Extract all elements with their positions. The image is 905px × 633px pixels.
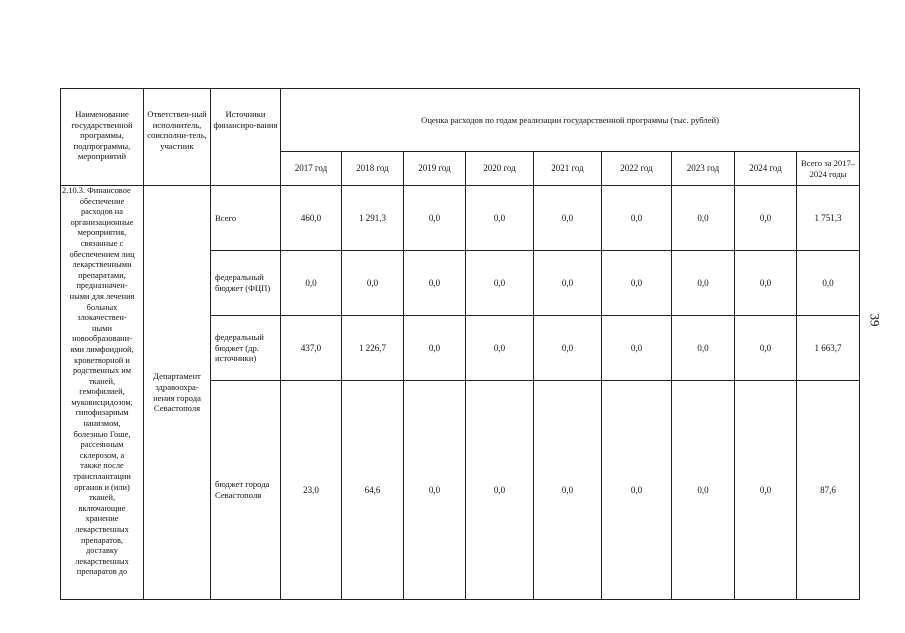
activity-name-line: лекарственных: [75, 525, 129, 534]
activity-name-line: новообразовани-: [72, 334, 132, 344]
activity-name-line: больных: [86, 302, 118, 312]
value-cell: 0,0: [534, 316, 602, 381]
activity-name-line: кроветворной и: [74, 355, 130, 365]
source-cell: федеральный бюджет (др. источники): [211, 316, 281, 381]
activity-name-line: доставку: [86, 546, 118, 556]
year-header: 2018 год: [342, 152, 404, 186]
value-cell: 0,0: [534, 381, 602, 600]
value-cell: 64,6: [342, 381, 404, 600]
activity-name-line: злокачествен-: [77, 313, 127, 323]
activity-name-line: организационные: [70, 217, 134, 227]
value-cell: 0,0: [404, 186, 466, 251]
activity-name-line: 2.10.3. Финансовое: [62, 186, 131, 195]
value-cell: 1 226,7: [342, 316, 404, 381]
activity-name-line: родственных им: [72, 366, 132, 376]
value-cell: 0,0: [404, 251, 466, 316]
source-cell: федеральный бюджет (ФЦП): [211, 251, 281, 316]
activity-name-line: ными для лечения: [69, 291, 135, 301]
activity-name-line: препаратов до: [76, 567, 128, 577]
activity-name-line: препаратов,: [80, 535, 124, 545]
value-cell: 0,0: [672, 381, 735, 600]
activity-name-line: нанизмом,: [83, 419, 121, 429]
value-cell: 0,0: [602, 381, 672, 600]
activity-name-line: предназначен-: [76, 281, 128, 291]
value-cell: 0,0: [281, 251, 342, 316]
activity-name-line: трансплантации: [73, 472, 131, 482]
value-cell: 23,0: [281, 381, 342, 600]
col-header-executor: Ответствен-ный исполнитель, соисполни-тель, участник: [144, 89, 211, 186]
activity-name-line: склерозом, а: [79, 450, 125, 460]
year-header: 2021 год: [534, 152, 602, 186]
activity-name-line: включающие: [78, 503, 126, 513]
total-cell: 0,0: [797, 251, 860, 316]
value-cell: 0,0: [466, 186, 534, 251]
value-cell: 0,0: [404, 381, 466, 600]
activity-name-line: тканей,: [88, 493, 116, 503]
value-cell: 437,0: [281, 316, 342, 381]
activity-name-line: гемофилией,: [79, 387, 125, 397]
year-header: 2019 год: [404, 152, 466, 186]
activity-name-line: также после: [80, 461, 124, 471]
activity-name-line: муковисцидозом,: [71, 397, 133, 407]
col-header-name: Наименование государственной программы, подпрограммы, мероприятий: [61, 89, 144, 186]
activity-name-line: хранение: [85, 514, 119, 524]
year-header: 2023 год: [672, 152, 735, 186]
executor-cell: Департамент здравоохра-нения города Севастополя: [144, 186, 211, 600]
activity-name-line: связанные с: [80, 238, 124, 248]
value-cell: 0,0: [534, 251, 602, 316]
activity-name-line: ями лимфоидной,: [70, 344, 134, 354]
value-cell: 0,0: [735, 381, 797, 600]
total-cell: 87,6: [797, 381, 860, 600]
source-cell: бюджет города Севастополя: [211, 381, 281, 600]
activity-name-line: гипофизарным: [75, 408, 129, 418]
year-header: 2022 год: [602, 152, 672, 186]
table-row: [61, 186, 860, 251]
activity-name-line: лекарственных: [75, 556, 129, 566]
activity-name-line: мероприятия,: [77, 228, 127, 238]
activity-name-line: рассеянным: [80, 440, 124, 450]
value-cell: 0,0: [735, 316, 797, 381]
value-cell: 0,0: [602, 251, 672, 316]
total-cell: 1 663,7: [797, 316, 860, 381]
value-cell: 0,0: [342, 251, 404, 316]
activity-name-line: болезнью Гоше,: [73, 429, 131, 439]
value-cell: 0,0: [534, 186, 602, 251]
col-header-source: Источники финансиро-вания: [211, 89, 281, 186]
total-cell: 1 751,3: [797, 186, 860, 251]
page-number: 39: [867, 313, 883, 327]
activity-name-line: тканей,: [88, 376, 116, 386]
value-cell: 0,0: [735, 251, 797, 316]
activity-name-line: органов и (или): [74, 482, 130, 492]
value-cell: 0,0: [404, 316, 466, 381]
value-cell: 1 291,3: [342, 186, 404, 251]
activity-name-line: обеспечением лиц: [69, 249, 135, 259]
value-cell: 0,0: [672, 316, 735, 381]
total-header: Всего за 2017–2024 годы: [797, 152, 860, 186]
expenditure-table: [60, 88, 860, 600]
value-cell: 0,0: [602, 186, 672, 251]
value-cell: 0,0: [735, 186, 797, 251]
value-cell: 0,0: [602, 316, 672, 381]
activity-name-line: ными: [92, 323, 112, 333]
value-cell: 0,0: [672, 186, 735, 251]
activity-name: [61, 186, 144, 600]
activity-name-line: расходов на: [80, 207, 124, 217]
year-header: 2017 год: [281, 152, 342, 186]
col-header-estimate: Оценка расходов по годам реализации государственной программы (тыс. рублей): [281, 89, 860, 152]
value-cell: 0,0: [466, 381, 534, 600]
value-cell: 460,0: [281, 186, 342, 251]
value-cell: 0,0: [466, 251, 534, 316]
year-header: 2024 год: [735, 152, 797, 186]
year-header: 2020 год: [466, 152, 534, 186]
value-cell: 0,0: [466, 316, 534, 381]
activity-name-line: препаратами,: [78, 270, 126, 280]
source-cell: Всего: [211, 186, 281, 251]
activity-name-line: обеспечение: [79, 196, 125, 206]
value-cell: 0,0: [672, 251, 735, 316]
activity-name-line: лекарственными: [72, 260, 132, 270]
